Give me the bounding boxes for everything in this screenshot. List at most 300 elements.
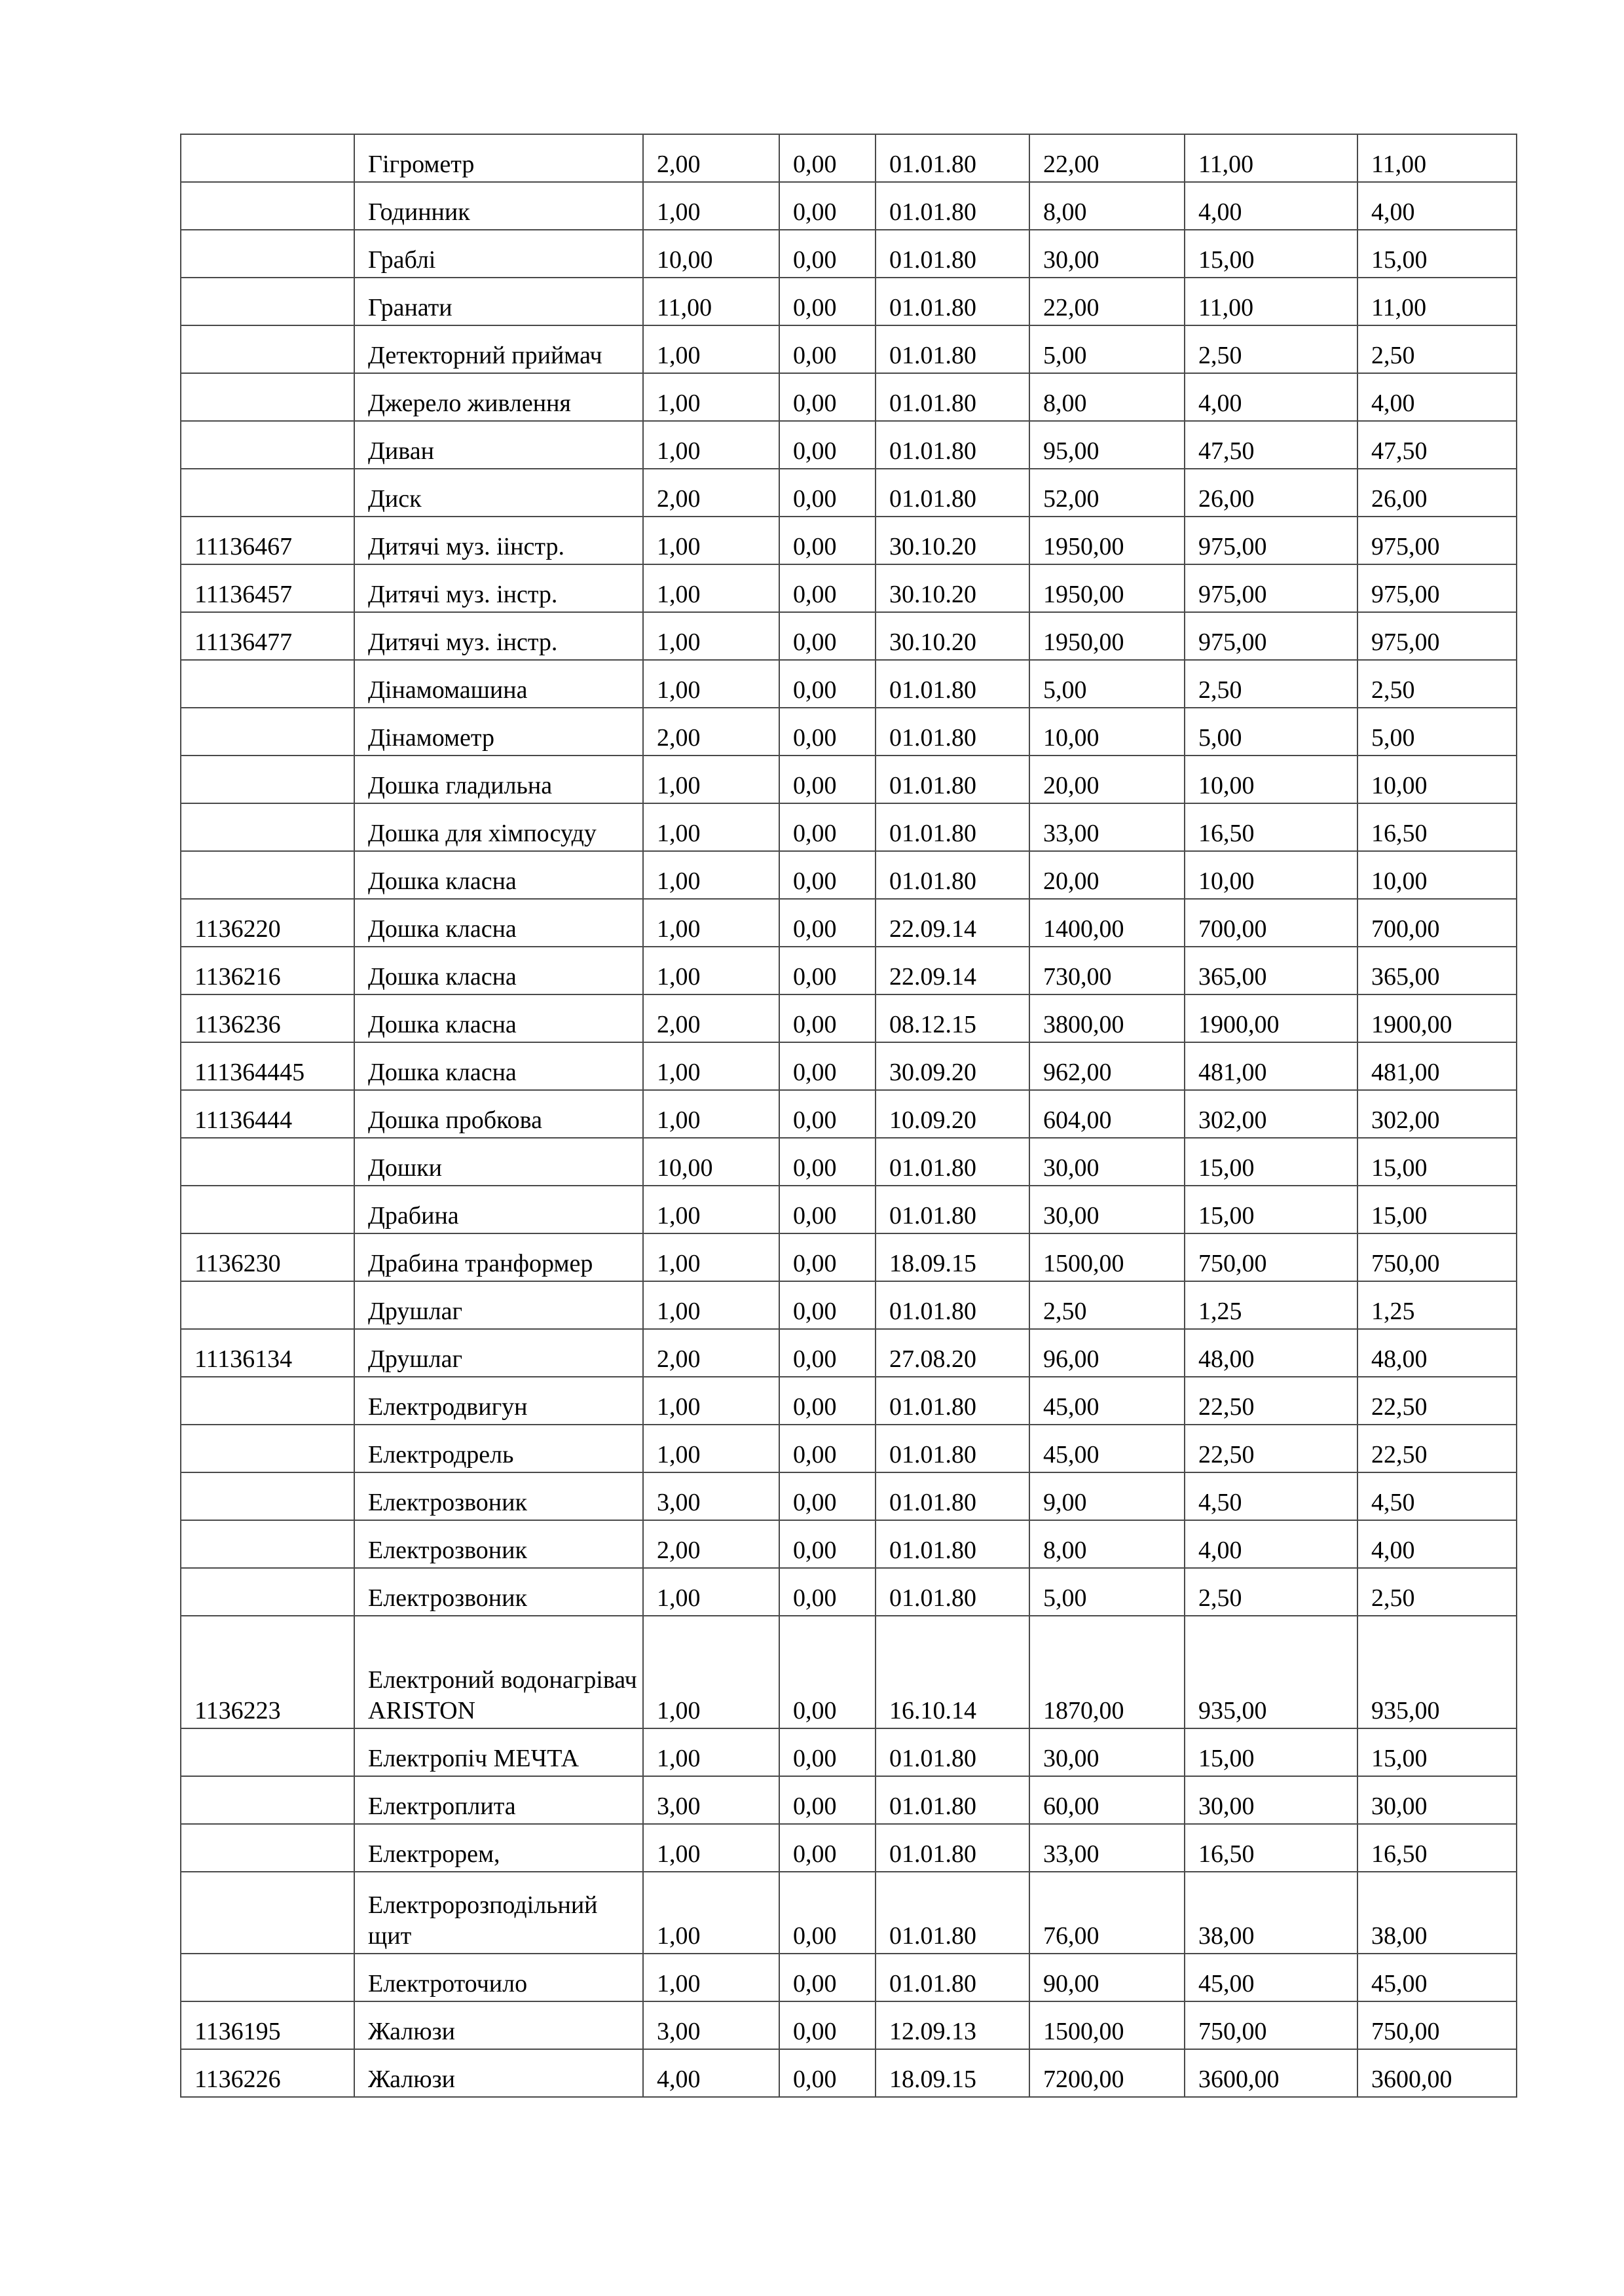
date-cell: 18.09.15: [876, 1233, 1029, 1281]
quantity-cell: 1,00: [643, 660, 779, 708]
date-cell: 12.09.13: [876, 2001, 1029, 2049]
cost-cell: 1950,00: [1029, 517, 1185, 564]
wear-cell: 15,00: [1185, 230, 1357, 278]
date-cell: 01.01.80: [876, 373, 1029, 421]
item-name-cell: Драбина транформер: [354, 1233, 643, 1281]
zero-value-cell: 0,00: [779, 1090, 876, 1138]
cost-cell: 45,00: [1029, 1377, 1185, 1425]
balance-cell: 10,00: [1357, 851, 1517, 899]
balance-cell: 2,50: [1357, 1568, 1517, 1616]
wear-cell: 1,25: [1185, 1281, 1357, 1329]
item-name-cell: Електроний водонагрівач ARISTON: [354, 1616, 643, 1728]
inventory-code-cell: [181, 1281, 354, 1329]
cost-cell: 2,50: [1029, 1281, 1185, 1329]
balance-cell: 935,00: [1357, 1616, 1517, 1728]
quantity-cell: 4,00: [643, 2049, 779, 2097]
wear-cell: 700,00: [1185, 899, 1357, 947]
quantity-cell: 1,00: [643, 1616, 779, 1728]
balance-cell: 26,00: [1357, 469, 1517, 517]
quantity-cell: 3,00: [643, 1472, 779, 1520]
date-cell: 01.01.80: [876, 803, 1029, 851]
item-name-cell: Електроточило: [354, 1954, 643, 2001]
item-name-cell: Гранати: [354, 278, 643, 325]
inventory-code-cell: [181, 421, 354, 469]
zero-value-cell: 0,00: [779, 1954, 876, 2001]
cost-cell: 5,00: [1029, 1568, 1185, 1616]
inventory-code-cell: 11136477: [181, 612, 354, 660]
wear-cell: 15,00: [1185, 1138, 1357, 1186]
item-name-cell: Дитячі муз. інстр.: [354, 612, 643, 660]
inventory-code-cell: 11136134: [181, 1329, 354, 1377]
table-body: [181, 134, 1517, 2097]
inventory-code-cell: [181, 1954, 354, 2001]
quantity-cell: 2,00: [643, 708, 779, 756]
inventory-code-cell: [181, 1138, 354, 1186]
zero-value-cell: 0,00: [779, 1377, 876, 1425]
table-row: [181, 373, 1517, 421]
table-row: [181, 421, 1517, 469]
wear-cell: 38,00: [1185, 1872, 1357, 1954]
date-cell: 01.01.80: [876, 660, 1029, 708]
wear-cell: 45,00: [1185, 1954, 1357, 2001]
quantity-cell: 1,00: [643, 1281, 779, 1329]
cost-cell: 5,00: [1029, 325, 1185, 373]
inventory-code-cell: 11136444: [181, 1090, 354, 1138]
inventory-code-cell: 1136223: [181, 1616, 354, 1728]
inventory-code-cell: 1136230: [181, 1233, 354, 1281]
inventory-code-cell: [181, 1776, 354, 1824]
quantity-cell: 2,00: [643, 1329, 779, 1377]
zero-value-cell: 0,00: [779, 756, 876, 803]
wear-cell: 22,50: [1185, 1425, 1357, 1472]
table-row: [181, 469, 1517, 517]
cost-cell: 604,00: [1029, 1090, 1185, 1138]
wear-cell: 4,00: [1185, 1520, 1357, 1568]
balance-cell: 48,00: [1357, 1329, 1517, 1377]
date-cell: 01.01.80: [876, 230, 1029, 278]
table-row: [181, 2049, 1517, 2097]
wear-cell: 975,00: [1185, 564, 1357, 612]
table-row: [181, 803, 1517, 851]
cost-cell: 20,00: [1029, 756, 1185, 803]
cost-cell: 90,00: [1029, 1954, 1185, 2001]
wear-cell: 1900,00: [1185, 994, 1357, 1042]
date-cell: 01.01.80: [876, 756, 1029, 803]
table-row: [181, 1042, 1517, 1090]
wear-cell: 10,00: [1185, 851, 1357, 899]
zero-value-cell: 0,00: [779, 1281, 876, 1329]
wear-cell: 11,00: [1185, 134, 1357, 182]
inventory-code-cell: [181, 660, 354, 708]
quantity-cell: 1,00: [643, 1872, 779, 1954]
item-name-cell: Дошка класна: [354, 994, 643, 1042]
cost-cell: 22,00: [1029, 134, 1185, 182]
zero-value-cell: 0,00: [779, 899, 876, 947]
zero-value-cell: 0,00: [779, 1186, 876, 1233]
balance-cell: 1900,00: [1357, 994, 1517, 1042]
zero-value-cell: 0,00: [779, 947, 876, 994]
cost-cell: 1870,00: [1029, 1616, 1185, 1728]
date-cell: 01.01.80: [876, 469, 1029, 517]
item-name-cell: Дошка пробкова: [354, 1090, 643, 1138]
inventory-code-cell: [181, 708, 354, 756]
balance-cell: 22,50: [1357, 1425, 1517, 1472]
item-name-cell: Дошка гладильна: [354, 756, 643, 803]
table-row: [181, 1472, 1517, 1520]
quantity-cell: 1,00: [643, 612, 779, 660]
item-name-cell: Дінамометр: [354, 708, 643, 756]
balance-cell: 4,00: [1357, 1520, 1517, 1568]
cost-cell: 10,00: [1029, 708, 1185, 756]
table-row: [181, 230, 1517, 278]
zero-value-cell: 0,00: [779, 803, 876, 851]
zero-value-cell: 0,00: [779, 1568, 876, 1616]
inventory-code-cell: [181, 1568, 354, 1616]
cost-cell: 9,00: [1029, 1472, 1185, 1520]
cost-cell: 45,00: [1029, 1425, 1185, 1472]
zero-value-cell: 0,00: [779, 1872, 876, 1954]
zero-value-cell: 0,00: [779, 421, 876, 469]
inventory-code-cell: [181, 1824, 354, 1872]
balance-cell: 15,00: [1357, 1138, 1517, 1186]
table-row: [181, 1728, 1517, 1776]
inventory-code-cell: [181, 851, 354, 899]
inventory-code-cell: 1136220: [181, 899, 354, 947]
quantity-cell: 11,00: [643, 278, 779, 325]
date-cell: 01.01.80: [876, 1186, 1029, 1233]
table-row: [181, 994, 1517, 1042]
inventory-code-cell: [181, 1377, 354, 1425]
item-name-cell: Гігрометр: [354, 134, 643, 182]
zero-value-cell: 0,00: [779, 373, 876, 421]
item-name-cell: Електроплита: [354, 1776, 643, 1824]
inventory-code-cell: [181, 182, 354, 230]
date-cell: 30.10.20: [876, 612, 1029, 660]
date-cell: 01.01.80: [876, 134, 1029, 182]
cost-cell: 1500,00: [1029, 1233, 1185, 1281]
balance-cell: 11,00: [1357, 278, 1517, 325]
inventory-code-cell: [181, 1872, 354, 1954]
table-row: [181, 1377, 1517, 1425]
cost-cell: 1950,00: [1029, 564, 1185, 612]
quantity-cell: 2,00: [643, 469, 779, 517]
wear-cell: 975,00: [1185, 517, 1357, 564]
inventory-code-cell: [181, 1472, 354, 1520]
zero-value-cell: 0,00: [779, 1329, 876, 1377]
balance-cell: 975,00: [1357, 517, 1517, 564]
quantity-cell: 2,00: [643, 994, 779, 1042]
zero-value-cell: 0,00: [779, 325, 876, 373]
table-row: [181, 1776, 1517, 1824]
balance-cell: 15,00: [1357, 1186, 1517, 1233]
inventory-code-cell: 1136226: [181, 2049, 354, 2097]
cost-cell: 52,00: [1029, 469, 1185, 517]
wear-cell: 975,00: [1185, 612, 1357, 660]
inventory-code-cell: [181, 1728, 354, 1776]
item-name-cell: Жалюзи: [354, 2001, 643, 2049]
date-cell: 01.01.80: [876, 1872, 1029, 1954]
item-name-cell: Дошка класна: [354, 947, 643, 994]
date-cell: 01.01.80: [876, 1824, 1029, 1872]
zero-value-cell: 0,00: [779, 994, 876, 1042]
item-name-cell: Дошка класна: [354, 1042, 643, 1090]
wear-cell: 15,00: [1185, 1728, 1357, 1776]
item-name-cell: Дошка класна: [354, 899, 643, 947]
balance-cell: 2,50: [1357, 325, 1517, 373]
item-name-cell: Дитячі муз. інстр.: [354, 564, 643, 612]
item-name-cell: Жалюзи: [354, 2049, 643, 2097]
quantity-cell: 2,00: [643, 134, 779, 182]
inventory-code-cell: 1136216: [181, 947, 354, 994]
balance-cell: 975,00: [1357, 564, 1517, 612]
date-cell: 01.01.80: [876, 1281, 1029, 1329]
quantity-cell: 1,00: [643, 421, 779, 469]
table-row: [181, 1090, 1517, 1138]
item-name-cell: Граблі: [354, 230, 643, 278]
wear-cell: 3600,00: [1185, 2049, 1357, 2097]
table-row: [181, 1233, 1517, 1281]
cost-cell: 33,00: [1029, 1824, 1185, 1872]
zero-value-cell: 0,00: [779, 1616, 876, 1728]
quantity-cell: 3,00: [643, 2001, 779, 2049]
wear-cell: 22,50: [1185, 1377, 1357, 1425]
quantity-cell: 1,00: [643, 1728, 779, 1776]
cost-cell: 962,00: [1029, 1042, 1185, 1090]
inventory-code-cell: [181, 1186, 354, 1233]
item-name-cell: Дитячі муз. іінстр.: [354, 517, 643, 564]
table-row: [181, 182, 1517, 230]
inventory-code-cell: [181, 134, 354, 182]
zero-value-cell: 0,00: [779, 851, 876, 899]
balance-cell: 15,00: [1357, 1728, 1517, 1776]
wear-cell: 750,00: [1185, 1233, 1357, 1281]
inventory-code-cell: [181, 1520, 354, 1568]
quantity-cell: 3,00: [643, 1776, 779, 1824]
balance-cell: 3600,00: [1357, 2049, 1517, 2097]
item-name-cell: Електродрель: [354, 1425, 643, 1472]
cost-cell: 22,00: [1029, 278, 1185, 325]
quantity-cell: 10,00: [643, 230, 779, 278]
table-row: [181, 1520, 1517, 1568]
cost-cell: 30,00: [1029, 230, 1185, 278]
balance-cell: 481,00: [1357, 1042, 1517, 1090]
table-row: [181, 1824, 1517, 1872]
table-row: [181, 1616, 1517, 1728]
cost-cell: 33,00: [1029, 803, 1185, 851]
zero-value-cell: 0,00: [779, 230, 876, 278]
inventory-code-cell: 11136457: [181, 564, 354, 612]
date-cell: 01.01.80: [876, 1568, 1029, 1616]
zero-value-cell: 0,00: [779, 134, 876, 182]
table-row: [181, 134, 1517, 182]
balance-cell: 38,00: [1357, 1872, 1517, 1954]
inventory-code-cell: [181, 469, 354, 517]
date-cell: 01.01.80: [876, 708, 1029, 756]
date-cell: 01.01.80: [876, 1954, 1029, 2001]
wear-cell: 750,00: [1185, 2001, 1357, 2049]
zero-value-cell: 0,00: [779, 469, 876, 517]
quantity-cell: 2,00: [643, 1520, 779, 1568]
zero-value-cell: 0,00: [779, 1824, 876, 1872]
item-name-cell: Електродвигун: [354, 1377, 643, 1425]
wear-cell: 5,00: [1185, 708, 1357, 756]
zero-value-cell: 0,00: [779, 278, 876, 325]
table-row: [181, 708, 1517, 756]
quantity-cell: 1,00: [643, 1233, 779, 1281]
item-name-cell: Електророзподільний щит: [354, 1872, 643, 1954]
balance-cell: 4,00: [1357, 373, 1517, 421]
quantity-cell: 1,00: [643, 851, 779, 899]
cost-cell: 95,00: [1029, 421, 1185, 469]
quantity-cell: 1,00: [643, 1954, 779, 2001]
table-row: [181, 899, 1517, 947]
table-row: [181, 517, 1517, 564]
balance-cell: 16,50: [1357, 803, 1517, 851]
zero-value-cell: 0,00: [779, 182, 876, 230]
table-row: [181, 564, 1517, 612]
cost-cell: 8,00: [1029, 182, 1185, 230]
item-name-cell: Дошка для хімпосуду: [354, 803, 643, 851]
item-name-cell: Дошки: [354, 1138, 643, 1186]
item-name-cell: Джерело живлення: [354, 373, 643, 421]
date-cell: 18.09.15: [876, 2049, 1029, 2097]
cost-cell: 1400,00: [1029, 899, 1185, 947]
inventory-code-cell: [181, 325, 354, 373]
zero-value-cell: 0,00: [779, 612, 876, 660]
table-row: [181, 325, 1517, 373]
cost-cell: 30,00: [1029, 1728, 1185, 1776]
zero-value-cell: 0,00: [779, 517, 876, 564]
wear-cell: 10,00: [1185, 756, 1357, 803]
wear-cell: 4,00: [1185, 182, 1357, 230]
date-cell: 30.10.20: [876, 564, 1029, 612]
date-cell: 01.01.80: [876, 1520, 1029, 1568]
wear-cell: 2,50: [1185, 660, 1357, 708]
inventory-code-cell: 1136236: [181, 994, 354, 1042]
table-row: [181, 1138, 1517, 1186]
quantity-cell: 1,00: [643, 947, 779, 994]
item-name-cell: Електрозвоник: [354, 1520, 643, 1568]
wear-cell: 16,50: [1185, 803, 1357, 851]
item-name-cell: Електрозвоник: [354, 1568, 643, 1616]
item-name-cell: Дошка класна: [354, 851, 643, 899]
wear-cell: 11,00: [1185, 278, 1357, 325]
item-name-cell: Диск: [354, 469, 643, 517]
table-row: [181, 1954, 1517, 2001]
date-cell: 01.01.80: [876, 325, 1029, 373]
quantity-cell: 1,00: [643, 325, 779, 373]
cost-cell: 96,00: [1029, 1329, 1185, 1377]
cost-cell: 76,00: [1029, 1872, 1185, 1954]
wear-cell: 302,00: [1185, 1090, 1357, 1138]
table-row: [181, 1568, 1517, 1616]
quantity-cell: 1,00: [643, 182, 779, 230]
date-cell: 22.09.14: [876, 899, 1029, 947]
balance-cell: 2,50: [1357, 660, 1517, 708]
item-name-cell: Дінамомашина: [354, 660, 643, 708]
quantity-cell: 1,00: [643, 1568, 779, 1616]
item-name-cell: Електропіч МЕЧТА: [354, 1728, 643, 1776]
quantity-cell: 1,00: [643, 517, 779, 564]
zero-value-cell: 0,00: [779, 1520, 876, 1568]
table-row: [181, 947, 1517, 994]
wear-cell: 365,00: [1185, 947, 1357, 994]
balance-cell: 47,50: [1357, 421, 1517, 469]
table-row: [181, 1872, 1517, 1954]
quantity-cell: 1,00: [643, 1042, 779, 1090]
zero-value-cell: 0,00: [779, 660, 876, 708]
quantity-cell: 1,00: [643, 373, 779, 421]
quantity-cell: 10,00: [643, 1138, 779, 1186]
balance-cell: 302,00: [1357, 1090, 1517, 1138]
zero-value-cell: 0,00: [779, 2001, 876, 2049]
quantity-cell: 1,00: [643, 803, 779, 851]
item-name-cell: Драбина: [354, 1186, 643, 1233]
item-name-cell: Друшлаг: [354, 1281, 643, 1329]
table-row: [181, 1281, 1517, 1329]
date-cell: 01.01.80: [876, 278, 1029, 325]
table-row: [181, 1186, 1517, 1233]
cost-cell: 30,00: [1029, 1138, 1185, 1186]
table-row: [181, 851, 1517, 899]
wear-cell: 2,50: [1185, 325, 1357, 373]
cost-cell: 1950,00: [1029, 612, 1185, 660]
balance-cell: 365,00: [1357, 947, 1517, 994]
balance-cell: 750,00: [1357, 2001, 1517, 2049]
cost-cell: 7200,00: [1029, 2049, 1185, 2097]
balance-cell: 975,00: [1357, 612, 1517, 660]
inventory-code-cell: [181, 373, 354, 421]
item-name-cell: Детекторний приймач: [354, 325, 643, 373]
balance-cell: 16,50: [1357, 1824, 1517, 1872]
balance-cell: 750,00: [1357, 1233, 1517, 1281]
wear-cell: 4,00: [1185, 373, 1357, 421]
date-cell: 16.10.14: [876, 1616, 1029, 1728]
zero-value-cell: 0,00: [779, 1138, 876, 1186]
item-name-cell: Електрозвоник: [354, 1472, 643, 1520]
zero-value-cell: 0,00: [779, 1233, 876, 1281]
inventory-code-cell: [181, 1425, 354, 1472]
balance-cell: 4,00: [1357, 182, 1517, 230]
item-name-cell: Диван: [354, 421, 643, 469]
balance-cell: 1,25: [1357, 1281, 1517, 1329]
balance-cell: 4,50: [1357, 1472, 1517, 1520]
quantity-cell: 1,00: [643, 1090, 779, 1138]
balance-cell: 15,00: [1357, 230, 1517, 278]
date-cell: 08.12.15: [876, 994, 1029, 1042]
inventory-table: [180, 134, 1517, 2098]
date-cell: 01.01.80: [876, 1425, 1029, 1472]
item-name-cell: Друшлаг: [354, 1329, 643, 1377]
balance-cell: 5,00: [1357, 708, 1517, 756]
zero-value-cell: 0,00: [779, 1042, 876, 1090]
balance-cell: 10,00: [1357, 756, 1517, 803]
date-cell: 22.09.14: [876, 947, 1029, 994]
cost-cell: 1500,00: [1029, 2001, 1185, 2049]
table-row: [181, 278, 1517, 325]
cost-cell: 730,00: [1029, 947, 1185, 994]
balance-cell: 45,00: [1357, 1954, 1517, 2001]
zero-value-cell: 0,00: [779, 1776, 876, 1824]
wear-cell: 26,00: [1185, 469, 1357, 517]
date-cell: 30.09.20: [876, 1042, 1029, 1090]
table-row: [181, 1425, 1517, 1472]
table-row: [181, 1329, 1517, 1377]
item-name-cell: Електрорем,: [354, 1824, 643, 1872]
inventory-code-cell: [181, 230, 354, 278]
inventory-code-cell: [181, 803, 354, 851]
quantity-cell: 1,00: [643, 899, 779, 947]
